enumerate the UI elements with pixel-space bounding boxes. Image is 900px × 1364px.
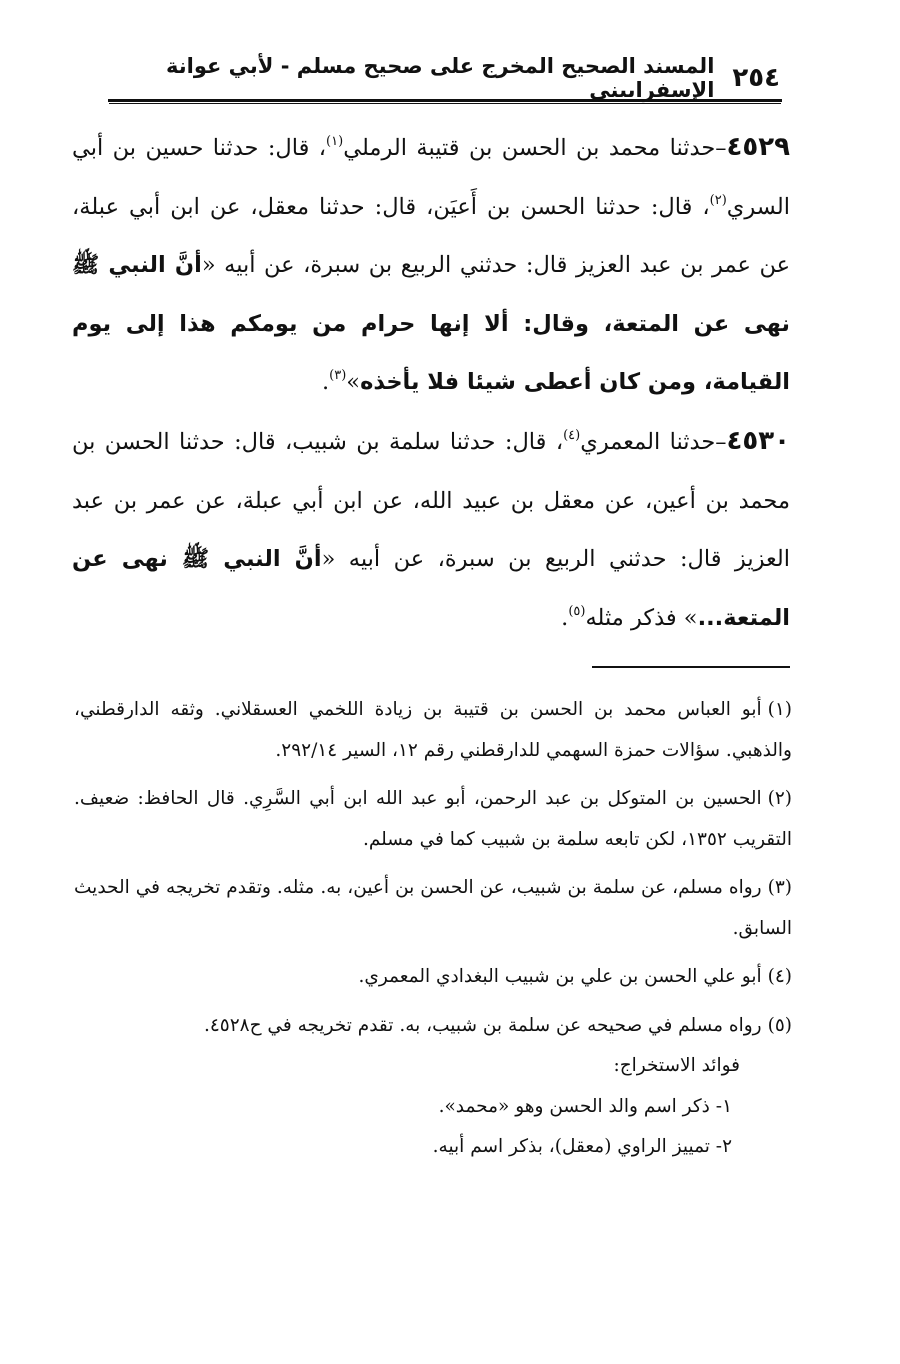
- footnote-separator: [592, 666, 790, 668]
- page-number: ٢٥٤: [732, 63, 780, 93]
- page-header: [108, 54, 780, 102]
- benefit-item: ١- ذكر اسم والد الحسن وهو «محمد».: [438, 1095, 732, 1117]
- hadith-text: »: [346, 369, 361, 395]
- hadith-text: ، قال: حدثنا حسين بن أبي السري: [72, 135, 790, 220]
- hadith-4529: [72, 118, 790, 412]
- benefit-item: ٢- تمييز الراوي (معقل)، بذكر اسم أبيه.: [432, 1136, 732, 1157]
- running-title: المسند الصحيح المخرج على صحيح مسلم - لأبي عوانة الإسفراييني: [166, 54, 715, 102]
- footnote: [74, 1006, 792, 1047]
- footnote-ref: (٢): [709, 192, 727, 208]
- hadith-text: » فذكر مثله: [585, 604, 698, 631]
- footnote-text: رواه مسلم في صحيحه عن سلمة بن شبيب، به. تقدم تخريجه في ح٤٥٢٨.: [203, 1014, 762, 1036]
- hadith-text: ، قال: حدثنا الحسن بن أَعيَن، قال: حدثنا معقل، عن ابن أبي عبلة، عن عمر بن عبد العزيز قال: حدثني الربيع بن سبرة، عن أبيه «: [72, 193, 790, 278]
- footnote: [74, 957, 792, 998]
- hadith-text: –حدثنا المعمري: [580, 429, 727, 455]
- footnote-number: (٥): [767, 1014, 792, 1036]
- footnote-number: (٣): [767, 877, 792, 898]
- footnote-ref: (١): [326, 134, 344, 149]
- footnote-number: (٤): [767, 966, 792, 987]
- footnote: [74, 868, 792, 949]
- hadith-4530: [72, 412, 790, 647]
- footnote-number: (٢): [767, 788, 792, 809]
- hadith-text: .: [561, 604, 569, 631]
- hadith-number: ٤٥٢٩: [726, 132, 790, 162]
- footnote-text: رواه مسلم، عن سلمة بن شبيب، عن الحسن بن أعين، به. مثله. وتقدم تخريجه في الحديث السابق.: [74, 877, 792, 939]
- hadith-matn: أنَّ النبي ﷺ نهى عن المتعة، وقال: ألا إنها حرام من يومكم هذا إلى يوم القيامة، ومن كان أعطى شيئا فلا يأخذه: [72, 252, 790, 395]
- footnote-ref: (٥): [568, 603, 586, 619]
- footnote-text: أبو العباس محمد بن الحسن بن قتيبة بن زيادة اللخمي العسقلاني. وثقه الدارقطني، والذهبي. سؤالات حمزة السهمي للدارقطني رقم ١٢، السير ٢٩٢/١٤.: [74, 699, 792, 761]
- footnote-ref: (٣): [329, 368, 347, 383]
- hadith-matn: أنَّ النبي ﷺ نهى عن المتعة...: [72, 546, 790, 631]
- hadith-text: .: [321, 369, 330, 395]
- footnote: [74, 690, 792, 771]
- extraction-benefits: [74, 1046, 792, 1168]
- footnote: [74, 779, 792, 860]
- hadith-number: ٤٥٣٠: [726, 426, 791, 456]
- header-rule: [108, 99, 782, 102]
- footnote-ref: (٤): [563, 428, 581, 443]
- footnote-number: (١): [767, 699, 792, 720]
- hadith-text: ، قال: حدثنا سلمة بن شبيب، قال: حدثنا الحسن بن محمد بن أعين، عن معقل بن عبيد الله، عن ابن أبي عبلة، عن عمر بن عبد العزيز قال: حدثني الربيع بن سبرة، عن أبيه «: [72, 429, 790, 572]
- footnote-text: أبو علي الحسن بن علي بن شبيب البغدادي المعمري.: [358, 966, 762, 987]
- footnote-text: الحسين بن المتوكل بن عبد الرحمن، أبو عبد الله ابن أبي السَّرِي. قال الحافظ: ضعيف. التقريب ١٣٥٢، لكن تابعه سلمة بن شبيب كما في مسلم.: [74, 788, 792, 850]
- hadith-text: –حدثنا محمد بن الحسن بن قتيبة الرملي: [343, 135, 727, 161]
- footnotes: [74, 690, 792, 1168]
- benefits-heading: فوائد الاستخراج:: [613, 1055, 740, 1076]
